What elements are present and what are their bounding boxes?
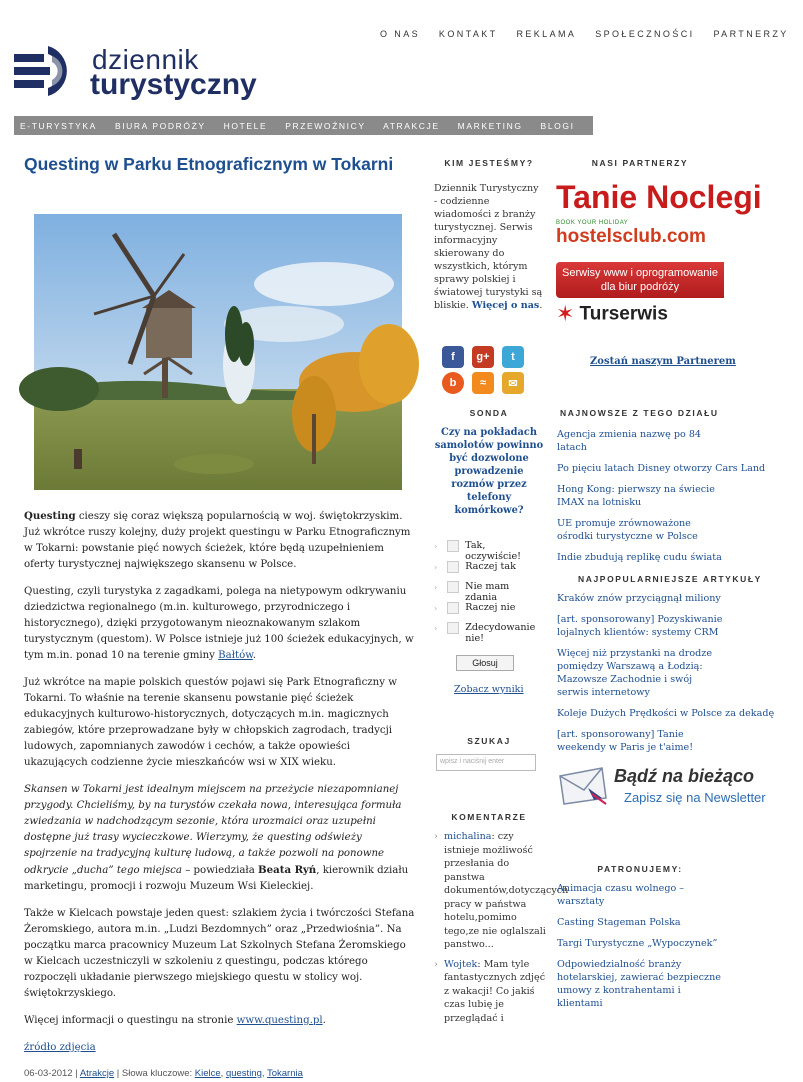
category-inne[interactable]: INNE [592,121,620,131]
ad-tanie-noclegi-title: Tanie Noclegi [556,179,762,215]
poll-option-label: Nie mam zdania [465,581,510,603]
article-p4-mid: – powiedziała [181,865,259,876]
article-p4-end: , kierownik działu marketingu, promocji i rozwoju Muzeum Wsi Kieleckiej. [24,865,409,892]
ad-hostelsclub-brand: hostelsclub.com [556,226,706,247]
comment-author[interactable]: Wojtek [444,958,478,970]
top-nav-o-nas[interactable]: O NAS [380,29,421,39]
popular-item[interactable]: [art. sponsorowany] Pozyskiwanie lojalnych klientów: systemy CRM [557,614,723,638]
about-section [434,158,544,394]
bullet-icon: › [434,603,438,613]
search-heading: SZUKAJ [467,736,511,746]
category-e-turystyka[interactable]: E-TURYSTYKA [20,121,97,131]
popular-list [557,592,775,762]
tag-kielce[interactable]: Kielce [194,1068,221,1079]
comments-heading: KOMENTARZE [451,812,527,822]
poll-heading: SONDA [469,408,509,418]
star-icon: ✶ [556,302,575,327]
about-text [434,182,544,312]
ad-book-your-holiday: BOOK YOUR HOLIDAY [556,220,629,226]
poll-question: Czy na pokładach samolotów powinno być dozwolone prowadzenie rozmów przez telefony komórkowe? [434,427,544,516]
article-lead-keyword: Questing [24,510,76,522]
radio-button[interactable] [447,540,459,552]
poll-option-label: Raczej nie [465,601,516,613]
search-input[interactable]: wpisz i naciśnij enter [436,754,536,771]
article-body [24,508,416,1082]
google-plus-icon[interactable]: g+ [472,346,494,368]
link-category-atrakcje[interactable]: Atrakcje [79,1068,115,1079]
top-nav [380,29,789,43]
article-p2-text: Questing, czyli turystyka z zagadkami, polega na nietypowym odkrywaniu dziedzictwa regionalnego (m.in. kulturowego, przyrodniczego i historycznego), dzięki przygotowanym nieoznakowanym szlakom turystycznym (questom). W Polsce istnieje już 100 ścieżek edukacyjnych, w tym m.in. ponad 10 na terenie gminy [24,586,414,661]
top-nav-spolecznosci[interactable]: SPOŁECZNOŚCI [595,29,695,39]
top-nav-reklama[interactable]: REKLAMA [516,29,577,39]
popular-heading: NAJPOPULARNIEJSZE ARTYKUŁY [578,574,762,584]
partners-heading: NASI PARTNERZY [591,158,689,168]
facebook-icon[interactable]: f [442,346,464,368]
category-biura-podrozy[interactable]: BIURA PODRÓŻY [114,121,206,131]
radio-button[interactable] [447,622,459,634]
logo-globe-icon [14,42,76,100]
bullet-icon: › [434,562,438,572]
patronage-item[interactable]: Casting Stageman Polska [557,917,681,928]
comment-text: : Mam tyle fantastycznych zdjęć z wakacji! Co jakiś czas lubię je przeglądać i [444,958,546,1024]
newest-item[interactable]: UE promuje zrównoważone ośrodki turystyczne w Polsce [557,518,698,542]
popular-item[interactable]: Kraków znów przyciągnął miliony [557,593,721,604]
poll-option-3[interactable] [434,581,544,602]
site-logo[interactable] [14,40,257,106]
article-paragraph-2 [24,584,416,664]
article-p1-text: cieszy się coraz większą popularnością w woj. świętokrzyskim. Już wkrótce ruszy kolejny, duży projekt questingu w Parku Etnograficznym w Tokarni: powstanie pięć nowych ścieżek, które będą uzupełnieniem oferty turystycznej największego skansenu w Polsce. [24,511,411,570]
newest-item[interactable]: Hong Kong: pierwszy na świecie IMAX na lotnisku [557,484,715,508]
article-paragraph-6 [24,1013,416,1029]
article-paragraph-5: Także w Kielcach powstaje jeden quest: szlakiem życia i twórczości Stefana Żeromskiego, autora m.in. „Ludzi Bezdomnych” oraz „Przedwiośnia”. Na początku marca pracownicy Muzeum Lat Szkolnych Stefana Żeromskiego w Kielcach uczestniczyli w szkoleniu z questingu, podczas którego rozpoczęli układanie pierwszego miejskiego questu w stolicy woj. świętokrzyskiego. [24,908,415,999]
bullet-icon: › [434,624,438,633]
patronage-heading: PATRONUJEMY: [597,864,683,874]
bullet-icon: › [434,583,438,592]
about-more-link[interactable]: Więcej o nas [471,300,540,311]
ad-serwisy-line1: Serwisy www i oprogramowanie [562,267,718,279]
poll-option-label: Tak, oczywiście! [465,540,521,562]
article-quote-author: Beata Ryń [258,864,317,876]
about-heading: KIM JESTEŚMY? [444,158,534,168]
ad-turserwis[interactable] [556,302,724,330]
poll-option-label: Raczej tak [465,560,516,572]
poll-option-2[interactable] [434,561,544,582]
top-nav-kontakt[interactable]: KONTAKT [438,29,498,39]
comment-item[interactable] [434,830,569,952]
patronage-item[interactable]: Targi Turystyczne „Wypoczynek” [557,938,718,949]
category-marketing[interactable]: MARKETING [457,121,523,131]
newsletter-title: Bądź na bieżąco [614,766,755,786]
poll-option-4[interactable] [434,602,544,623]
ad-tanie-noclegi[interactable] [556,174,762,256]
radio-button[interactable] [447,561,459,573]
tag-questing[interactable]: questing [225,1068,262,1079]
twitter-icon[interactable]: t [502,346,524,368]
popular-item[interactable]: Więcej niż przystanki na drodze pomiędzy Warszawą a Łodzią: Mazowsze Zachodnie i swój serwis internetowy [557,648,712,698]
article-p6-end: . [322,1015,326,1026]
article-paragraph-4 [24,782,416,895]
popular-item[interactable]: Koleje Dużych Prędkości w Polsce za dekadę [557,708,775,719]
about-more-end: . [539,300,543,311]
ad-turserwis-text: Turserwis [579,303,668,325]
blip-icon[interactable]: b [442,372,464,394]
category-atrakcje[interactable]: ATRAKCJE [383,121,440,131]
radio-button[interactable] [447,602,459,614]
popular-item[interactable]: [art. sponsorowany] Tanie weekendy w Paris je t'aime! [557,729,694,753]
article-p2-end: . [252,650,257,661]
newsletter-icon[interactable]: ✉ [502,372,524,394]
ad-serwisy-www[interactable] [556,262,724,298]
patronage-item[interactable]: Animacja czasu wolnego – warsztaty [557,883,685,907]
article-quote: Skansen w Tokarni jest idealnym miejscem na przeżycie niezapomnianej przygody. Chcieliśmy, by na turystów czekała nowa, interesująca formuła zwiedzania w nadchodzącym sezonie, która urozmaici oraz uzupełni dostępne już trasy wycieczkowe. Wierzymy, że questing odświeży spojrzenie na tradycyjną kulturę ludową, a także pozwoli na ponowne odkrycie „ducha” tego miejsca [24,784,402,876]
article-p6-text: Więcej informacji o questingu na stronie [24,1015,237,1026]
poll-option-1[interactable] [434,540,544,561]
windmill-photo-illustration [34,214,402,490]
poll-option-label: Zdecydowanie nie! [465,622,536,644]
article-date: 06-03-2012 [24,1068,73,1079]
category-nav [14,116,702,135]
social-icons [442,346,544,394]
article-title[interactable]: Questing w Parku Etnograficznym w Tokarni [24,154,394,174]
comments-list [434,830,569,1031]
link-questing-site[interactable]: www.questing.pl [236,1015,323,1026]
poll-options [434,540,544,650]
poll-results-link[interactable]: Zobacz wyniki [454,684,524,695]
article-photo-source [24,1040,416,1056]
article-photo [34,214,402,490]
rss-icon[interactable]: ≈ [472,372,494,394]
about-description: Dziennik Turystyczny - codzienne wiadomości z branży turystycznej. Serwis informacyjny skierowany do wszystkich, którym sprawy polskiej i światowej turystyki są bliskie. [434,183,543,311]
newsletter-banner[interactable] [556,760,766,810]
radio-button[interactable] [447,581,459,593]
patronage-list [557,882,724,1018]
newest-item[interactable]: Agencja zmienia nazwę po 84 latach [557,429,702,453]
tag-tokarnia[interactable]: Tokarnia [266,1068,303,1079]
comment-author[interactable]: michalina [444,831,492,842]
logo-text-turystyczny: turystyczny [90,68,257,101]
article-paragraph-1 [24,508,416,573]
newest-item[interactable]: Po pięciu latach Disney otworzy Cars Land [557,463,766,474]
ad-serwisy-line2: dla biur podróży [600,281,680,293]
category-blogi[interactable]: BLOGI [540,121,575,131]
patronage-item[interactable]: Odpowiedzialność branży hotelarskiej, zawierać bezpieczne umowy z kontrahentami i klientami [557,959,721,1009]
top-nav-partnerzy[interactable]: PARTNERZY [713,29,789,39]
category-hotele[interactable]: HOTELE [223,121,268,131]
newsletter-subtitle: Zapisz się na Newsletter [624,790,766,805]
become-partner-link[interactable]: Zostań naszym Partnerem [590,356,736,367]
comment-text: : czy istnieje możliwość przesłania do panstwa dokumentów,dotyczących pracy w państwa hotelu,pomimo tego,ze nie oglalszali panstwo... [444,831,569,950]
newest-list [557,428,766,572]
poll-option-5[interactable] [434,622,544,650]
article-meta: 06-03-2012 | Atrakcje | Słowa kluczowe: Kielce, questing, Tokarnia [24,1068,303,1079]
category-przewoznicy[interactable]: PRZEWOŹNICY [285,121,366,131]
envelope-icon [558,764,608,806]
comment-item[interactable] [434,958,546,1026]
newest-item[interactable]: Indie zbudują replikę cudu świata [557,552,722,563]
bullet-icon: › [434,542,438,551]
newest-heading: NAJNOWSZE Z TEGO DZIAŁU [560,408,719,418]
logo-text-dziennik: dziennik [92,44,199,75]
link-photo-source[interactable]: źródło zdjęcia [24,1042,96,1053]
link-baltow[interactable]: Bałtów [218,650,253,661]
poll-vote-button[interactable]: Głosuj [456,655,514,671]
tags-label: Słowa kluczowe: [121,1068,195,1079]
category-patronaty[interactable]: PATRONATY [637,121,702,131]
article-paragraph-3: Już wkrótce na mapie polskich questów pojawi się Park Etnograficzny w Tokarni. To właśnie na terenie skansenu powstanie pięć ścieżek edukacyjnych kulturowo-historycznych, dotyczących m.in. magicznych zabiegów, które przeprowadzane były w chłopskich zagrodach, tradycji ludowych, zapomnianych zawodów i cechów, a także opowieści ukazujących codzienne życie mieszkańców wsi w XIX wieku. [24,677,397,768]
